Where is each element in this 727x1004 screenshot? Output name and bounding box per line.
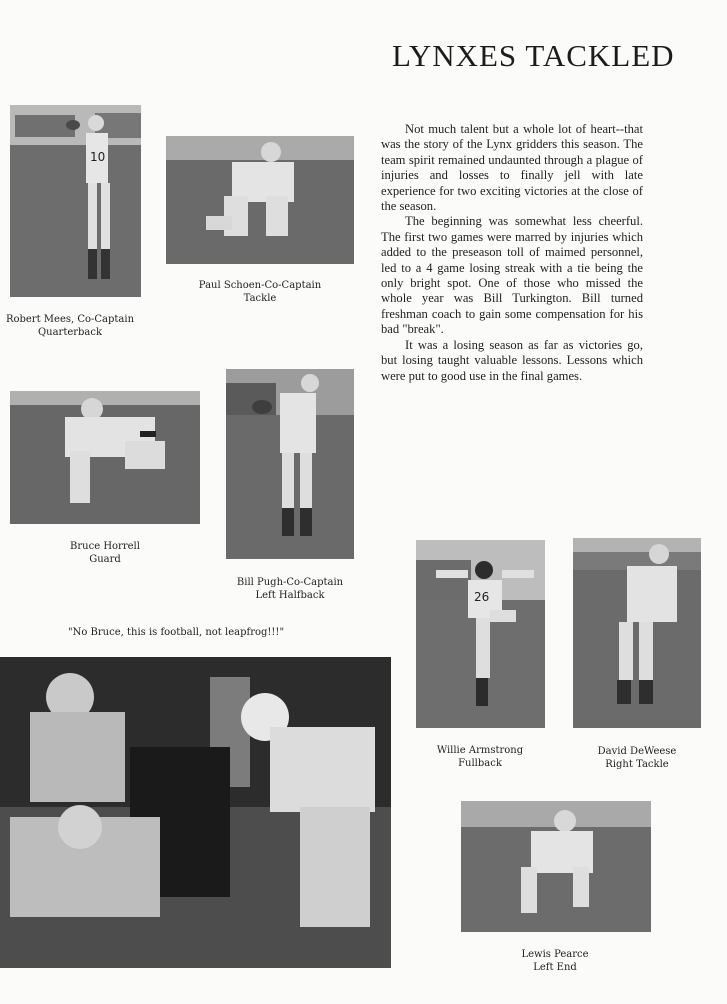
player-position: Left End (533, 962, 577, 973)
player-position: Fullback (458, 758, 502, 769)
article-paragraph: Not much talent but a whole lot of heart--that was the story of the Lynx gridders this season. The team spirit remained undaunted through a plague of injuries and losses to finally jell with late experience for two exciting victories at the close of the season. (381, 122, 643, 214)
player-position: Left Halfback (255, 590, 325, 601)
player-name: Robert Mees, Co-Captain (5, 314, 135, 325)
jersey-number: 26 (474, 590, 490, 604)
article-body (381, 122, 643, 384)
bill-pugh-caption (210, 576, 370, 602)
jersey-number: 10 (90, 150, 106, 164)
willie-armstrong-photo (416, 540, 545, 728)
player-name: Bruce Horrell (70, 541, 140, 552)
player-position: Quarterback (37, 327, 103, 338)
paul-schoen-caption (190, 279, 330, 305)
david-deweese-caption (567, 745, 707, 771)
player-name: David DeWeese (597, 746, 677, 757)
lewis-pearce-photo (461, 801, 651, 932)
bruce-horrell-caption (30, 540, 180, 566)
paul-schoen-photo (166, 136, 354, 264)
player-position: Right Tackle (605, 759, 669, 770)
player-name: Lewis Pearce (521, 949, 589, 960)
player-name: Paul Schoen-Co-Captain (198, 280, 322, 291)
bruce-horrell-photo (10, 391, 200, 524)
action-photo (0, 657, 391, 968)
willie-armstrong-caption (410, 744, 550, 770)
bill-pugh-photo (226, 369, 354, 559)
article-paragraph: The beginning was somewhat less cheerful. The first two games were marred by injuries which added to the preseason toll of maimed personnel, led to a 4 game losing streak with a tie being the only bright spot. One of those who missed the whole year was Bill Turkington. Bill turned freshman coach to gain some compensation for his bad "break". (381, 214, 643, 337)
page-title: LYNXES TACKLED (392, 38, 675, 73)
robert-mees-photo (10, 105, 141, 297)
action-photo-caption: "No Bruce, this is football, not leapfrog!!!" (68, 627, 285, 638)
player-position: Tackle (243, 293, 277, 304)
player-name: Bill Pugh-Co-Captain (236, 577, 344, 588)
player-name: Willie Armstrong (436, 745, 524, 756)
player-position: Guard (89, 554, 121, 565)
david-deweese-photo (573, 538, 701, 728)
lewis-pearce-caption (485, 948, 625, 974)
robert-mees-caption (0, 313, 140, 339)
article-paragraph: It was a losing season as far as victories go, but losing taught valuable lessons. Lessons which were put to good use in the final games. (381, 337, 643, 383)
